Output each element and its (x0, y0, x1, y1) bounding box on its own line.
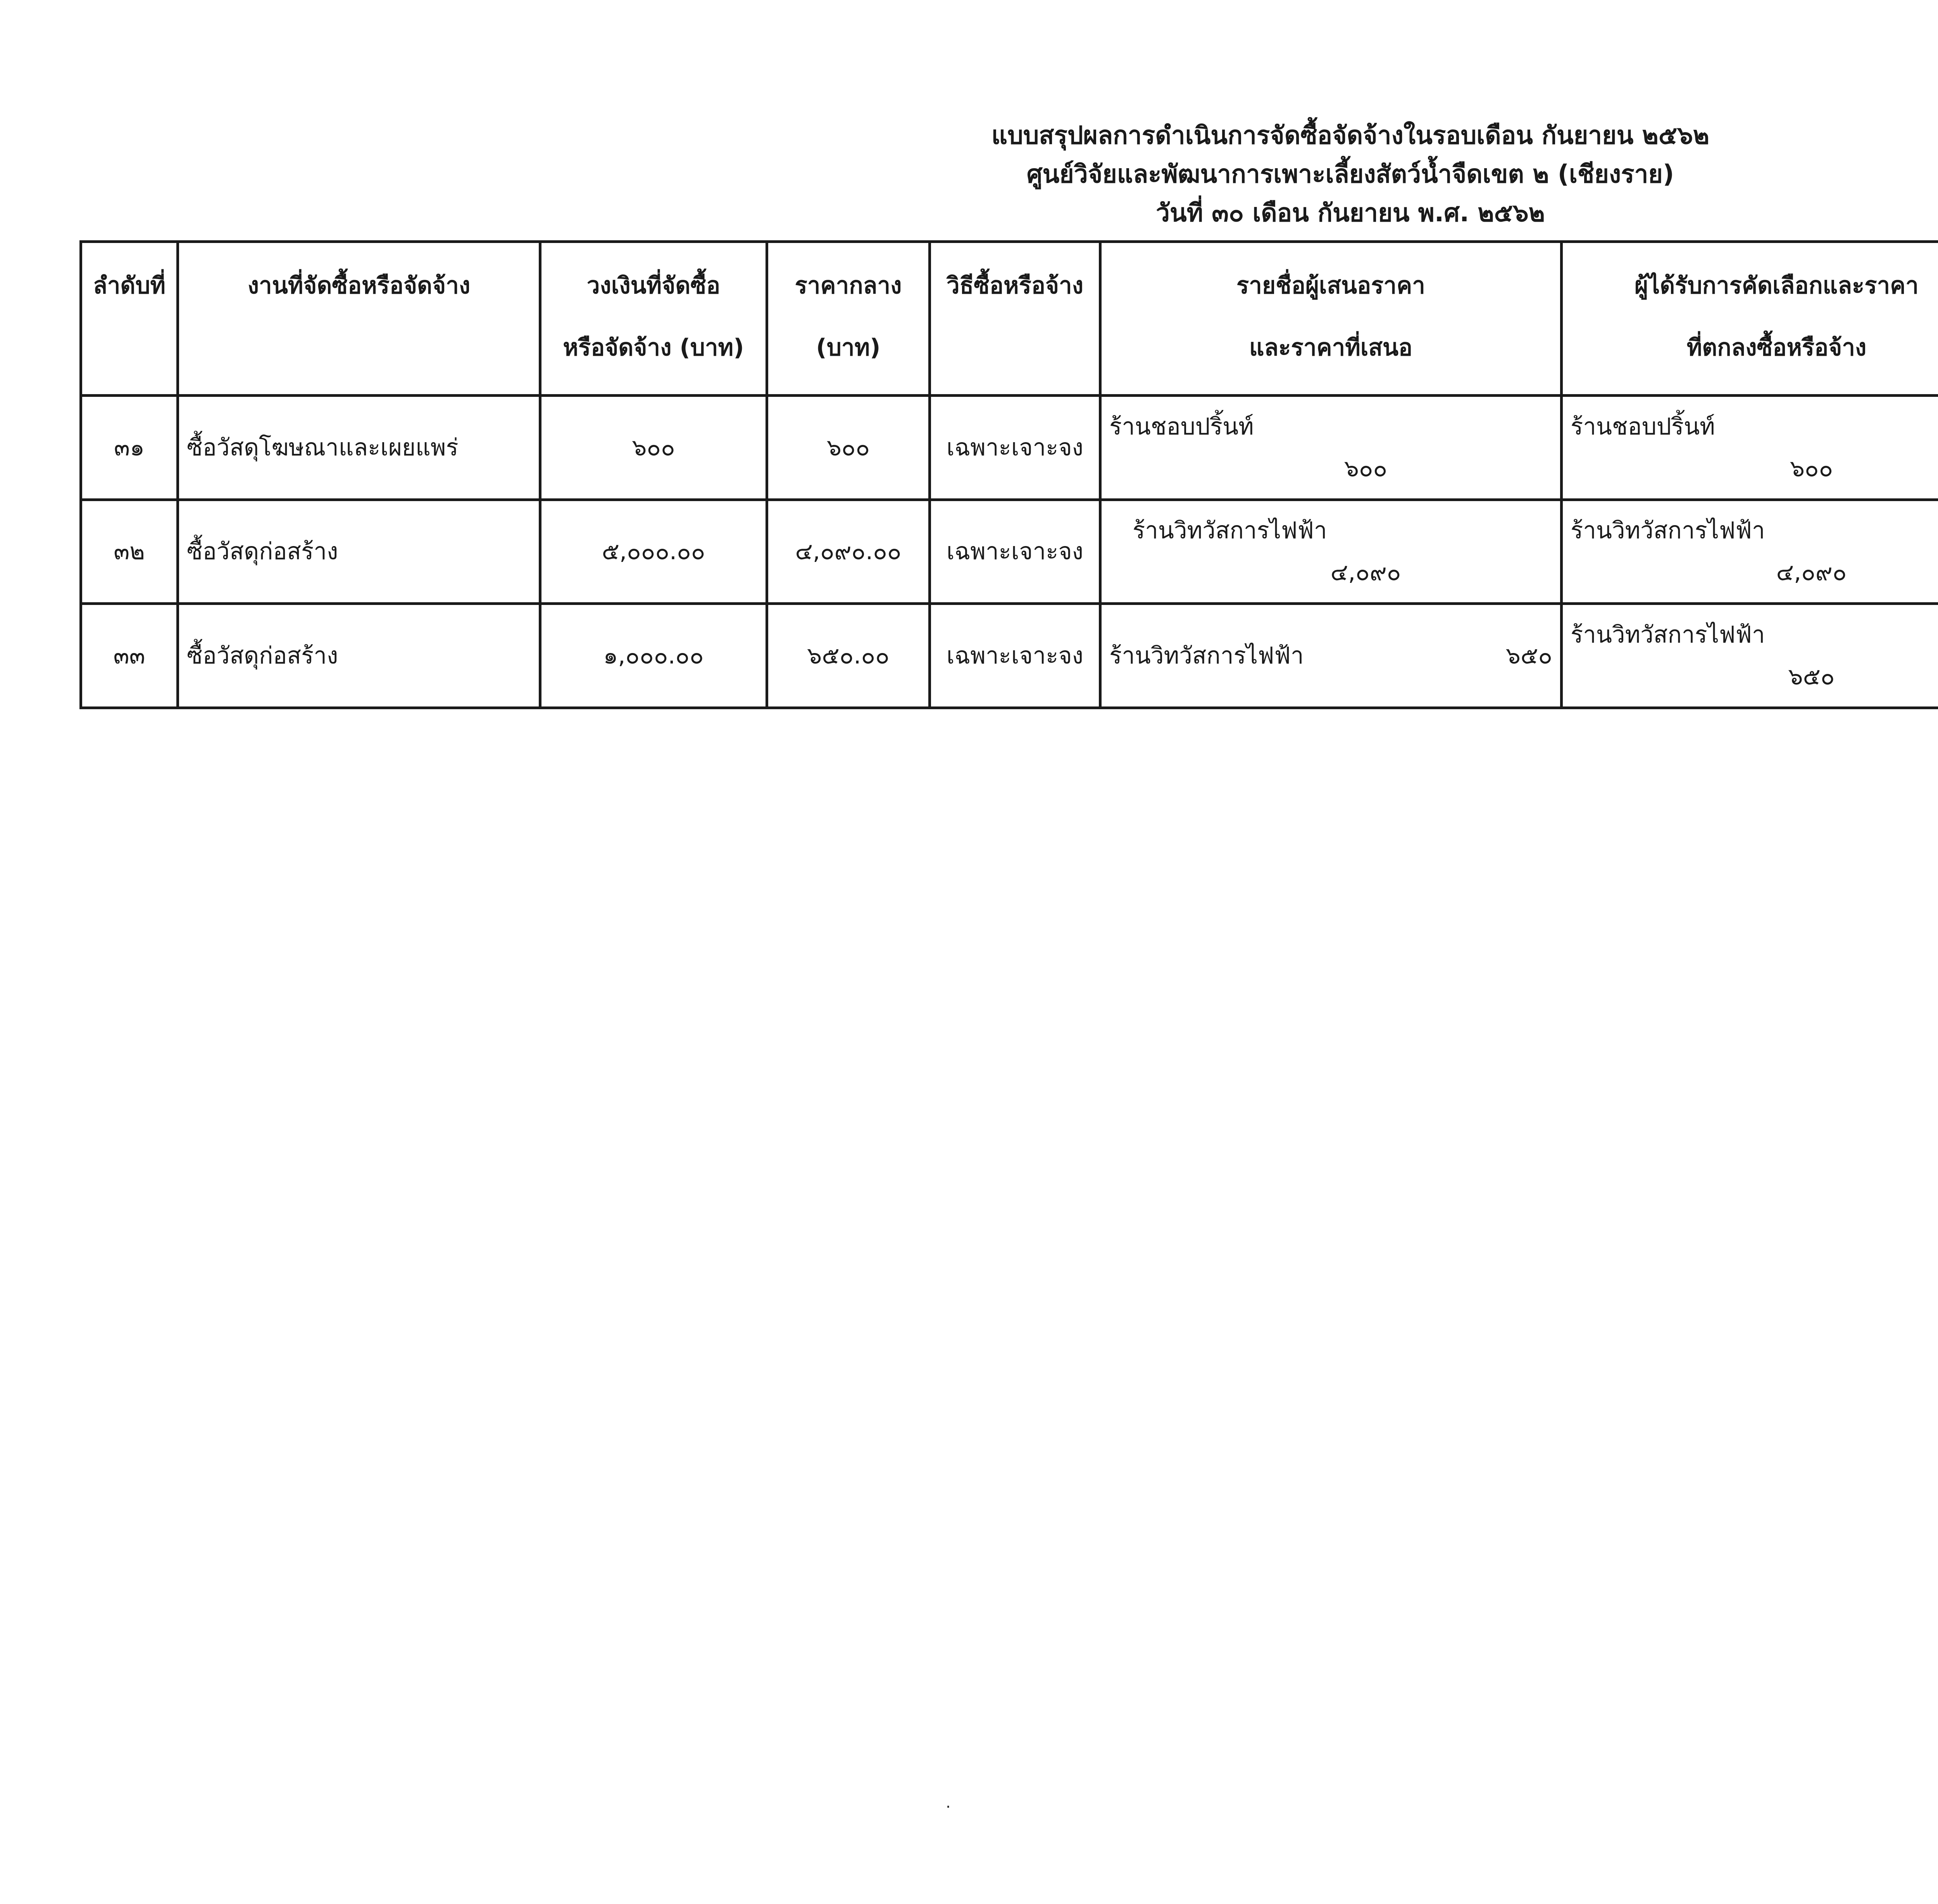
cell-budget: ๕,๐๐๐.๐๐ (540, 500, 767, 604)
cell-work: ซื้อวัสดุโฆษณาและเผยแพร่ (178, 396, 540, 500)
report-date: วันที่ ๓๐ เดือน กันยายน พ.ศ. ๒๕๖๒ (1156, 199, 1545, 227)
winner-price: ๔,๐๙๐ (1776, 559, 1847, 586)
cell-budget: ๖๐๐ (540, 396, 767, 500)
bidder-price: ๖๕๐ (1505, 642, 1552, 670)
cell-bidders (1100, 396, 1562, 500)
bidder-price: ๔,๐๙๐ (1330, 559, 1401, 586)
winner-price: ๖๐๐ (1790, 455, 1833, 482)
cell-seq: ๓๓ (81, 604, 178, 708)
bidder-name: ร้านวิทวัสการไฟฟ้า (1109, 642, 1304, 670)
cell-work: ซื้อวัสดุก่อสร้าง (178, 500, 540, 604)
cell-budget: ๑,๐๐๐.๐๐ (540, 604, 767, 708)
winner-name: ร้านวิทวัสการไฟฟ้า (1571, 517, 1765, 544)
table-row (81, 396, 1938, 500)
header-method: วิธีซื้อหรือจ้าง (930, 242, 1100, 396)
header-winner: ผู้ได้รับการคัดเลือกและราคา ที่ตกลงซื้อหรือจ้าง (1562, 242, 1938, 396)
cell-method: เฉพาะเจาะจง (930, 604, 1100, 708)
table-row (81, 604, 1938, 708)
cell-method: เฉพาะเจาะจง (930, 396, 1100, 500)
winner-price: ๖๕๐ (1788, 663, 1835, 691)
header-bidders: รายชื่อผู้เสนอราคา และราคาที่เสนอ (1100, 242, 1562, 396)
header-seq: ลำดับที่ (81, 242, 178, 396)
cell-winner (1562, 396, 1938, 500)
cell-seq: ๓๒ (81, 500, 178, 604)
bidder-name: ร้านวิทวัสการไฟฟ้า (1133, 517, 1327, 544)
table-row (81, 500, 1938, 604)
cell-bidders (1100, 500, 1562, 604)
header-work: งานที่จัดซื้อหรือจัดจ้าง (178, 242, 540, 396)
scan-mark: · (946, 1798, 951, 1816)
cell-seq: ๓๑ (81, 396, 178, 500)
cell-median-price: ๔,๐๙๐.๐๐ (767, 500, 930, 604)
header-median-price: ราคากลาง (บาท) (767, 242, 930, 396)
cell-median-price: ๖๕๐.๐๐ (767, 604, 930, 708)
document-title: แบบสรุปผลการดำเนินการจัดซื้อจัดจ้างในรอบเดือน กันยายน ๒๕๖๒ (991, 121, 1710, 150)
cell-winner (1562, 500, 1938, 604)
header-budget: วงเงินที่จัดซื้อ หรือจัดจ้าง (บาท) (540, 242, 767, 396)
winner-name: ร้านวิทวัสการไฟฟ้า (1571, 621, 1765, 649)
cell-bidders (1100, 604, 1562, 708)
cell-winner (1562, 604, 1938, 708)
table-header-row (81, 242, 1938, 396)
cell-median-price: ๖๐๐ (767, 396, 930, 500)
cell-method: เฉพาะเจาะจง (930, 500, 1100, 604)
winner-name: ร้านชอบปริ้นท์ (1571, 413, 1715, 440)
procurement-table (79, 240, 1938, 709)
document-title-block (0, 116, 1938, 233)
cell-work: ซื้อวัสดุก่อสร้าง (178, 604, 540, 708)
bidder-price: ๖๐๐ (1344, 455, 1388, 482)
bidder-name: ร้านชอบปริ้นท์ (1109, 413, 1254, 440)
organization-name: ศูนย์วิจัยและพัฒนาการเพาะเลี้ยงสัตว์น้ำจืดเขต ๒ (เชียงราย) (1026, 160, 1674, 189)
